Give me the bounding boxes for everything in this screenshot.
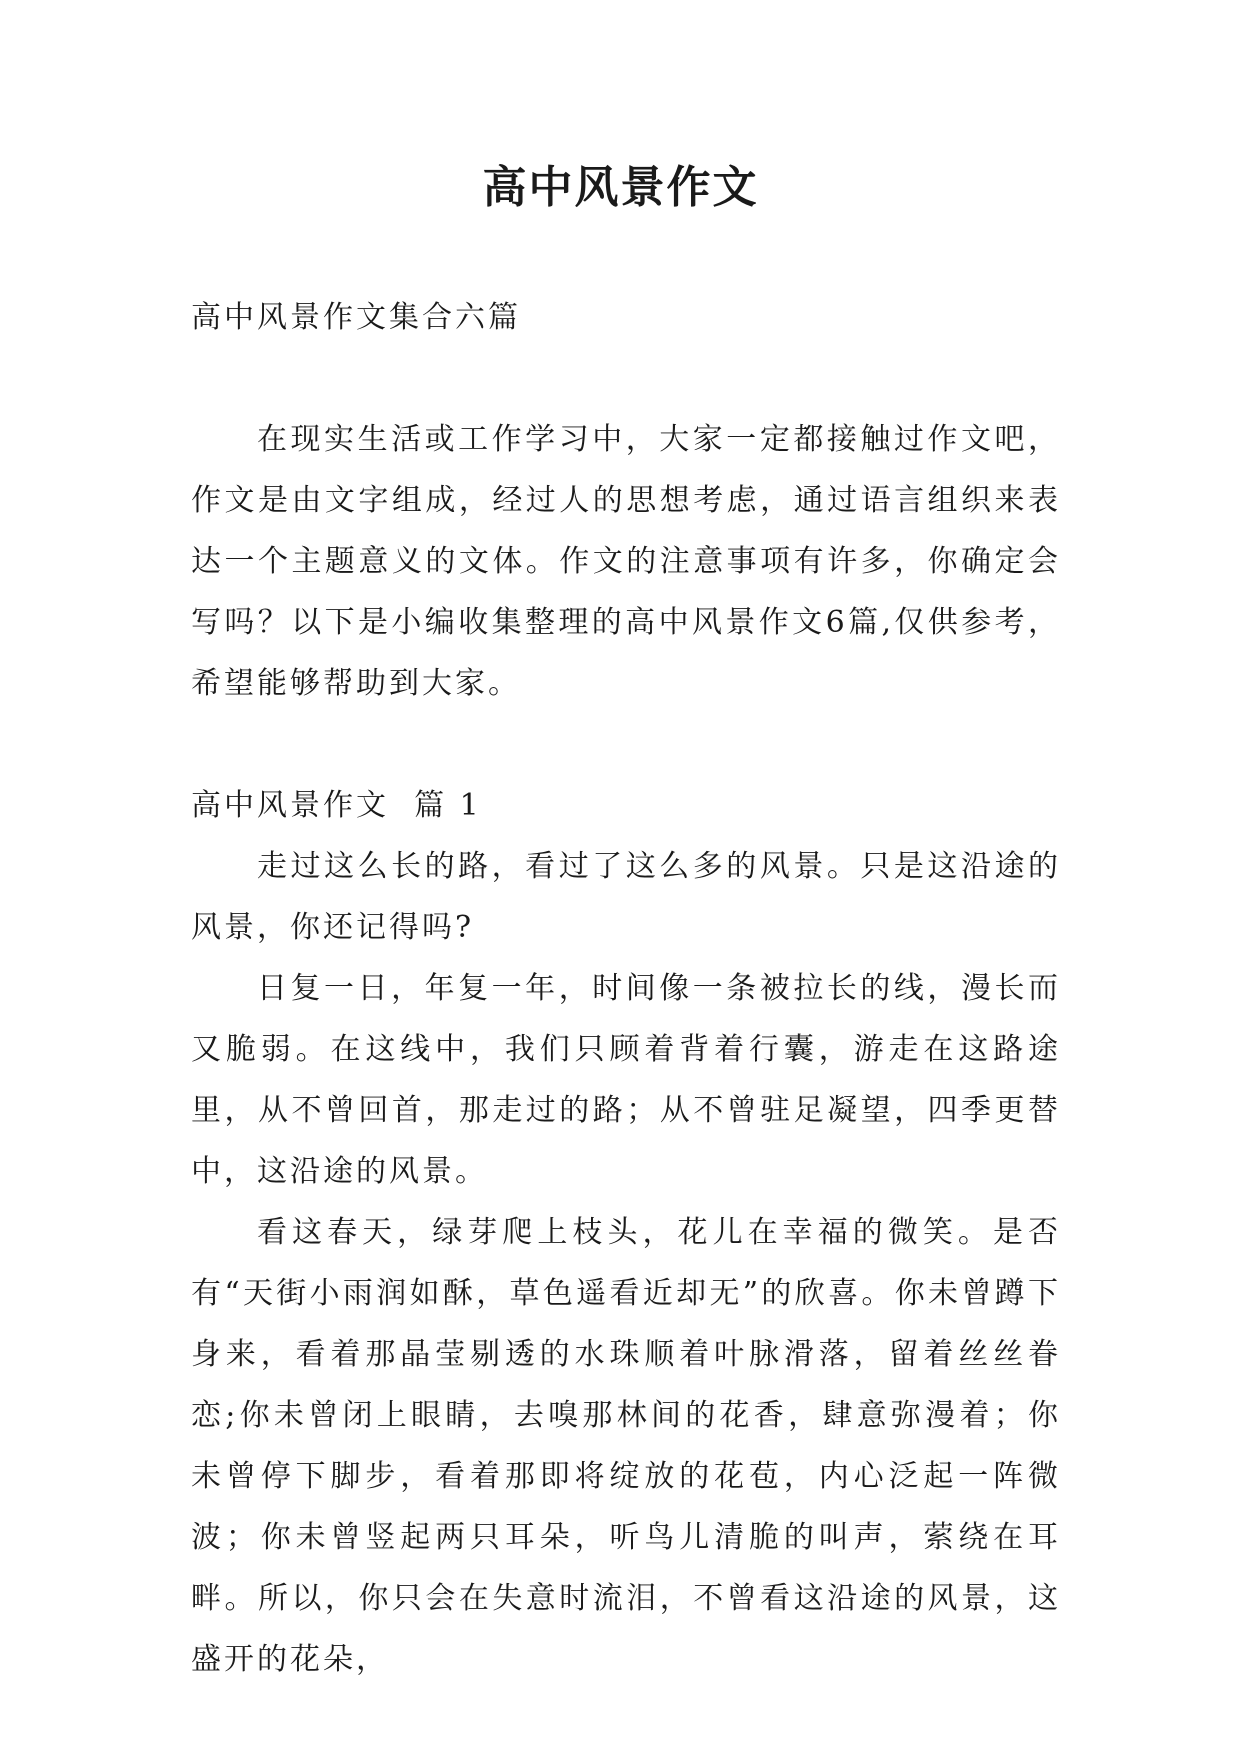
document-subtitle: 高中风景作文集合六篇 [191, 300, 521, 335]
intro-paragraph: 在现实生活或工作学习中，大家一定都接触过作文吧，作文是由文字组成，经过人的思想考虑，通过语言组织来表达一个主题意义的文体。作文的注意事项有许多，你确定会写吗？以下是小编收集整理的高中风景作文6篇,仅供参考，希望能够帮助到大家。 [191, 422, 1061, 701]
body-paragraph: 看这春天，绿芽爬上枝头，花儿在幸福的微笑。是否有“天街小雨润如酥，草色遥看近却无”的欣喜。你未曾蹲下身来，看着那晶莹剔透的水珠顺着叶脉滑落，留着丝丝眷恋;你未曾闭上眼睛，去嗅那林间的花香，肆意弥漫着；你未曾停下脚步，看着那即将绽放的花苞，内心泛起一阵微波；你未曾竖起两只耳朵，听鸟儿清脆的叫声，萦绕在耳畔。所以，你只会在失意时流泪，不曾看这沿途的风景，这盛开的花朵， [191, 1215, 1061, 1677]
section-heading: 高中风景作文 篇 1 [191, 788, 482, 823]
body-paragraph: 走过这么长的路，看过了这么多的风景。只是这沿途的风景，你还记得吗? [191, 849, 1061, 945]
document-title: 高中风景作文 [482, 162, 759, 213]
document-body [191, 287, 1061, 1690]
body-paragraph: 日复一日，年复一年，时间像一条被拉长的线，漫长而又脆弱。在这线中，我们只顾着背着行囊，游走在这路途里，从不曾回首，那走过的路；从不曾驻足凝望，四季更替中，这沿途的风景。 [191, 971, 1061, 1189]
